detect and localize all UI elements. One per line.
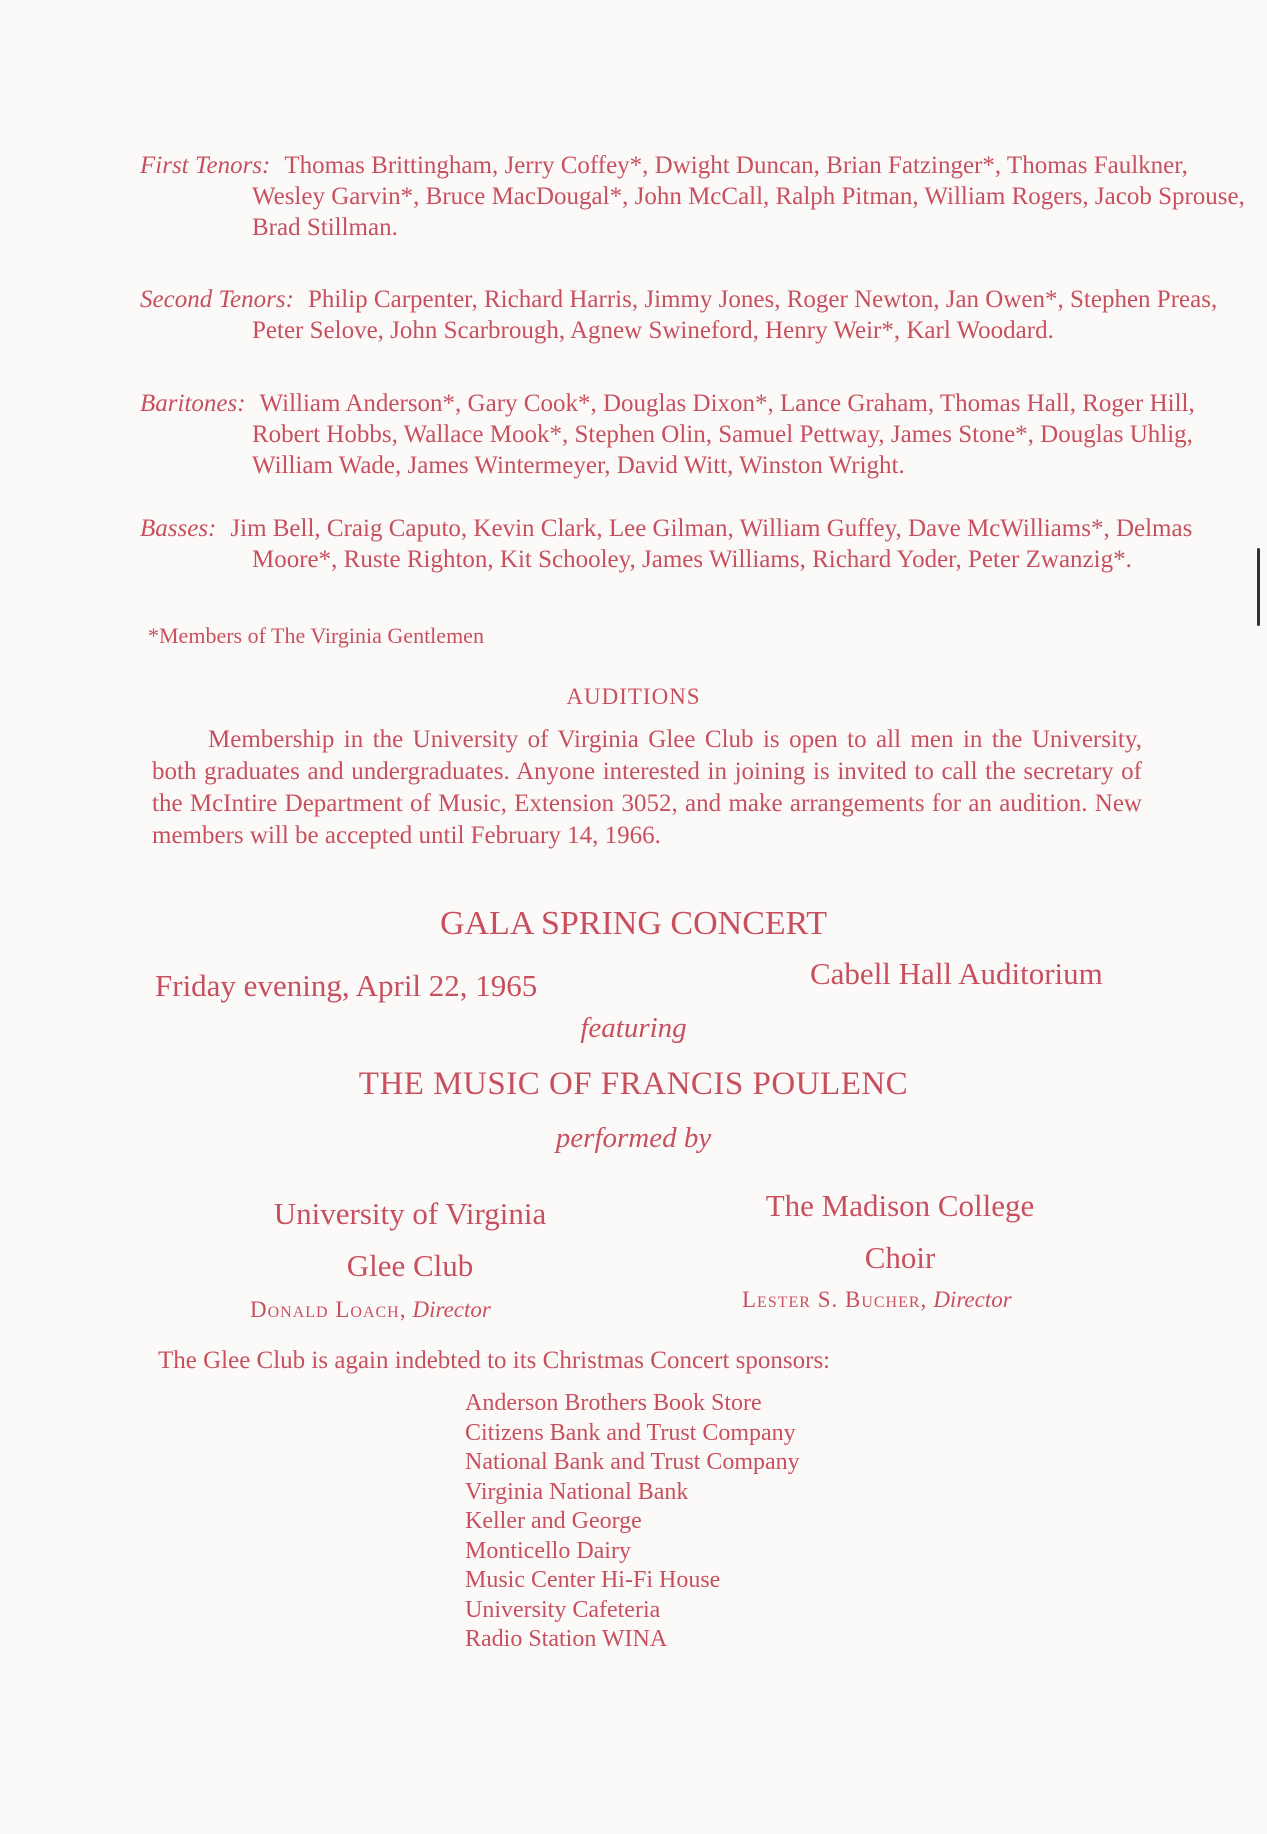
auditions-paragraph: Membership in the University of Virginia Glee Club is open to all men in the University, both graduates and undergraduates. Anyone interested in joining is invited to call the secretary of the McIntire Department of Music, Extension 3052, and make arrangements for an audition. New members will be accepted until February 14, 1966. (152, 726, 1142, 849)
performed-by-label: performed by (555, 1122, 712, 1154)
voice-label: Basses: (140, 515, 217, 542)
voice-label: Second Tenors: (140, 286, 294, 313)
concert-date: Friday evening, April 22, 1965 (155, 968, 538, 1003)
performer-madison-choir (720, 1180, 1080, 1284)
performer-name-line2: Glee Club (346, 1248, 474, 1283)
sponsor-item: Citizens Bank and Trust Company (465, 1419, 796, 1446)
footnote: *Members of The Virginia Gentlemen (148, 623, 484, 648)
director-role: Director (412, 1297, 491, 1322)
baritones-section (140, 388, 1252, 481)
sponsor-item: National Bank and Trust Company (465, 1449, 800, 1475)
sponsor-item: University Cafeteria (465, 1596, 661, 1623)
performer-name-line1: University of Virginia (273, 1196, 547, 1231)
concert-title: GALA SPRING CONCERT (439, 905, 828, 942)
auditions-heading: AUDITIONS (566, 684, 701, 709)
director-name: Donald Loach, (250, 1297, 407, 1322)
program-title: THE MUSIC OF FRANCIS POULENC (358, 1066, 909, 1102)
first-tenors-section (140, 150, 1252, 243)
voice-label: First Tenors: (140, 152, 271, 179)
glee-club-director (250, 1297, 491, 1323)
second-tenors-section (140, 284, 1252, 346)
voice-names: Philip Carpenter, Richard Harris, Jimmy Jones, Roger Newton, Jan Owen*, Stephen Preas, Peter Selove, John Scarbrough, Agnew Swineford, Henry Weir*, Karl Woodard. (252, 286, 1218, 344)
page-edge-mark (1257, 548, 1260, 626)
sponsor-item: Keller and George (465, 1508, 642, 1534)
sponsor-item: Music Center Hi-Fi House (465, 1567, 721, 1593)
sponsor-item: Radio Station WINA (465, 1626, 668, 1652)
basses-section (140, 513, 1252, 575)
performer-name-line1: The Madison College (765, 1188, 1035, 1223)
voice-names: William Anderson*, Gary Cook*, Douglas Dixon*, Lance Graham, Thomas Hall, Roger Hill, Robert Hobbs, Wallace Mook*, Stephen Olin, Samuel Pettway, James Stone*, Douglas Uhlig, William Wade, James Wintermeyer, David Witt, Winston Wright. (252, 390, 1195, 479)
madison-choir-director (742, 1287, 1012, 1313)
voice-names: Thomas Brittingham, Jerry Coffey*, Dwight Duncan, Brian Fatzinger*, Thomas Faulkner, Wesley Garvin*, Bruce MacDougal*, John McCall, Ralph Pitman, William Rogers, Jacob Sprouse, Brad Stillman. (252, 152, 1245, 241)
featuring-label: featuring (580, 1012, 687, 1044)
sponsor-item: Virginia National Bank (465, 1478, 689, 1505)
director-name: Lester S. Bucher, (742, 1287, 928, 1312)
sponsor-item: Monticello Dairy (465, 1537, 631, 1564)
sponsor-item: Anderson Brothers Book Store (465, 1390, 762, 1416)
voice-label: Baritones: (140, 390, 246, 417)
sponsors-intro: The Glee Club is again indebted to its Christmas Concert sponsors: (158, 1347, 831, 1374)
director-role: Director (933, 1287, 1012, 1312)
performer-glee-club (230, 1188, 590, 1292)
voice-names: Jim Bell, Craig Caputo, Kevin Clark, Lee Gilman, William Guffey, Dave McWilliams*, Delmas Moore*, Ruste Righton, Kit Schooley, James Williams, Richard Yoder, Peter Zwanzig*. (230, 515, 1193, 573)
concert-venue: Cabell Hall Auditorium (810, 956, 1103, 991)
performer-name-line2: Choir (864, 1240, 936, 1275)
sponsor-list (465, 1389, 800, 1655)
